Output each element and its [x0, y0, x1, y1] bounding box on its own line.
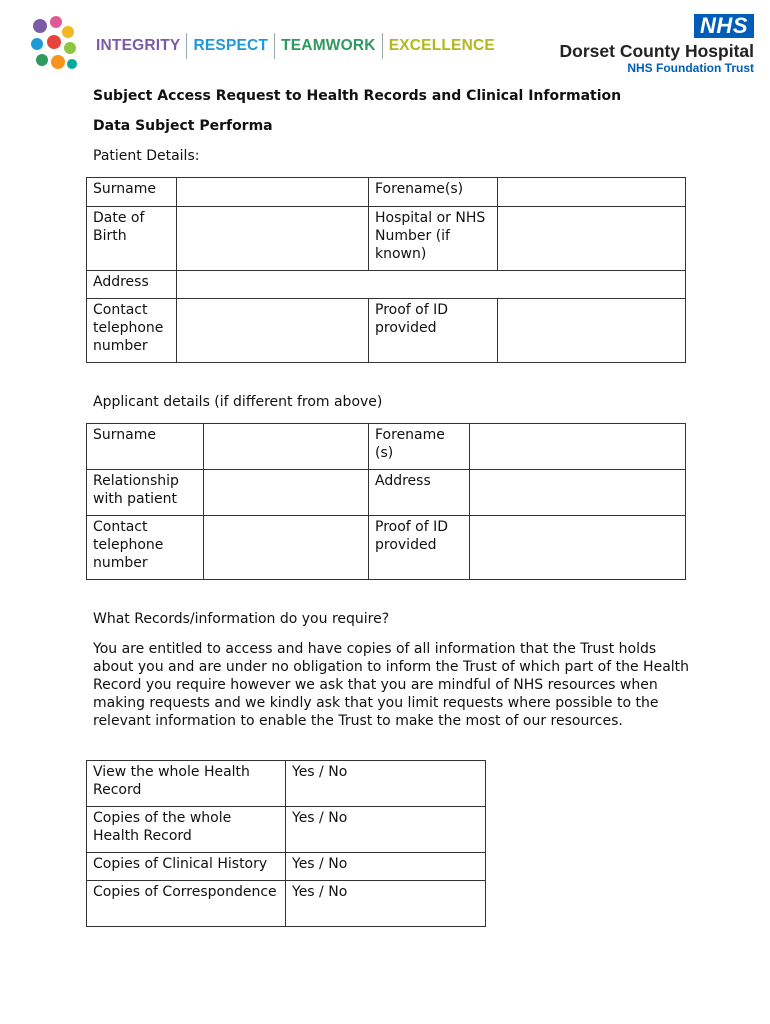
- form-subtitle: Data Subject Performa: [93, 118, 273, 134]
- contact-label: Contact telephone number: [87, 299, 177, 363]
- value-teamwork: TEAMWORK: [281, 37, 376, 54]
- forename-field[interactable]: [498, 178, 686, 207]
- proof-id-field[interactable]: [498, 299, 686, 363]
- option-label: View the whole Health Record: [87, 761, 286, 807]
- applicant-surname-field[interactable]: [204, 424, 369, 470]
- trust-name: NHS Foundation Trust: [627, 61, 754, 75]
- address-label: Address: [87, 271, 177, 299]
- option-answer[interactable]: Yes / No: [286, 761, 486, 807]
- option-answer[interactable]: Yes / No: [286, 881, 486, 927]
- dob-label: Date of Birth: [87, 207, 177, 271]
- records-question: What Records/information do you require?: [93, 611, 390, 627]
- value-integrity: INTEGRITY: [96, 37, 181, 54]
- patient-details-heading: Patient Details:: [93, 148, 200, 164]
- applicant-address-field[interactable]: [470, 470, 686, 516]
- hospital-number-label: Hospital or NHS Number (if known): [369, 207, 498, 271]
- trust-values-banner: [96, 35, 501, 57]
- nhs-logo: [560, 14, 754, 75]
- option-label: Copies of the whole Health Record: [87, 807, 286, 853]
- option-answer[interactable]: Yes / No: [286, 807, 486, 853]
- applicant-proof-id-label: Proof of ID provided: [369, 516, 470, 580]
- patient-details-table: [86, 177, 686, 363]
- nhs-badge: NHS: [694, 14, 754, 38]
- records-explanation: You are entitled to access and have copies of all information that the Trust holds about you and are under no obligation to inform the Trust of which part of the Health Record you require however we ask that you are mindful of NHS resources when making requests and we kindly ask that you limit requests where possible to the relevant information to enable the Trust to make the most of our resources.: [93, 641, 690, 729]
- proof-id-label: Proof of ID provided: [369, 299, 498, 363]
- applicant-details-table: [86, 423, 686, 580]
- value-excellence: EXCELLENCE: [388, 37, 495, 54]
- form-title: Subject Access Request to Health Records and Clinical Information: [93, 88, 622, 104]
- applicant-contact-label: Contact telephone number: [87, 516, 204, 580]
- surname-field[interactable]: [177, 178, 369, 207]
- relationship-label: Relationship with patient: [87, 470, 204, 516]
- trust-values-logo-icon: [30, 14, 78, 72]
- applicant-proof-id-field[interactable]: [470, 516, 686, 580]
- address-field[interactable]: [177, 271, 686, 299]
- records-options-table: [86, 760, 486, 927]
- option-answer[interactable]: Yes / No: [286, 853, 486, 881]
- hospital-number-field[interactable]: [498, 207, 686, 271]
- applicant-surname-label: Surname: [87, 424, 204, 470]
- hospital-name: Dorset County Hospital: [559, 41, 754, 61]
- value-respect: RESPECT: [193, 37, 269, 54]
- relationship-field[interactable]: [204, 470, 369, 516]
- applicant-address-label: Address: [369, 470, 470, 516]
- applicant-forename-field[interactable]: [470, 424, 686, 470]
- dob-field[interactable]: [177, 207, 369, 271]
- forename-label: Forename(s): [369, 178, 498, 207]
- applicant-forename-label: Forename(s): [369, 424, 470, 470]
- option-label: Copies of Clinical History: [87, 853, 286, 881]
- option-label: Copies of Correspondence: [87, 881, 286, 927]
- applicant-details-heading: Applicant details (if different from above): [93, 394, 383, 410]
- surname-label: Surname: [87, 178, 177, 207]
- applicant-contact-field[interactable]: [204, 516, 369, 580]
- contact-field[interactable]: [177, 299, 369, 363]
